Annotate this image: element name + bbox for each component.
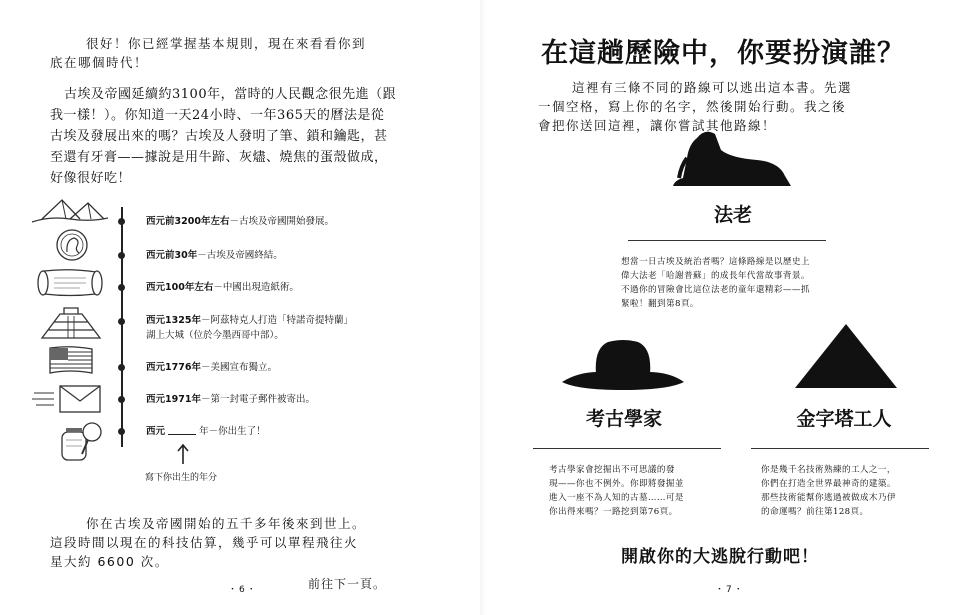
history-line-5: 好像很好吃！: [50, 171, 132, 186]
timeline-dot: [118, 218, 125, 225]
next-page-link[interactable]: 前往下一頁。: [308, 577, 387, 591]
timeline-text: －古埃及帝國開始發展。: [229, 216, 334, 227]
rattle-icon: [30, 418, 110, 464]
timeline-dot: [118, 284, 125, 291]
outro-line-3: 星大約 6600 次。: [50, 554, 169, 569]
history-line-2: 我一樣！）。你知道一天24小時、一年365天的曆法是從: [50, 108, 385, 123]
role-worker-desc: [761, 463, 951, 519]
timeline-entry: [146, 313, 353, 343]
timeline-text: －阿茲特克人打造「特諾奇提特蘭」: [200, 315, 353, 326]
desc-line: 考古學家會挖掘出不可思議的發: [549, 465, 675, 475]
sphinx-icon: [669, 128, 794, 190]
birth-year-blank[interactable]: [168, 424, 196, 435]
timeline-text: －第一封電子郵件被寄出。: [200, 394, 315, 405]
timeline-entry: [146, 280, 299, 295]
history-line-4: 至還有牙膏——據說是用牛蹄、灰燼、燒焦的蛋殼做成，: [50, 150, 388, 165]
timeline-entry: [146, 214, 334, 229]
role-archaeologist-name[interactable]: 考古學家: [585, 408, 662, 430]
timeline-year: 西元100年左右: [146, 282, 214, 293]
intro-paragraph: [50, 34, 450, 72]
right-intro-paragraph: [538, 78, 948, 135]
history-line-1: 古埃及帝國延續約3100年，當時的人民觀念很先進（跟: [64, 87, 397, 102]
coin-icon: [30, 228, 110, 262]
temple-icon: [30, 306, 110, 340]
desc-line: 進入一座不為人知的古墓……可是: [549, 493, 684, 503]
timeline-dot: [118, 428, 125, 435]
closing-heading: 開啟你的大逃脫行動吧！: [621, 547, 819, 567]
intro-line-1: 很好！你已經掌握基本規則，現在來看看你到: [86, 36, 367, 51]
scroll-icon: [30, 266, 110, 300]
timeline-dot: [118, 364, 125, 371]
name-blank-line: [751, 448, 929, 449]
right-intro-line-2: 一個空格，寫上你的名字，然後開始行動。我之後: [538, 99, 847, 114]
timeline-year: 西元前3200年左右: [146, 216, 230, 227]
timeline-entry: [146, 360, 277, 375]
timeline-entry: [146, 424, 266, 439]
pyramids-icon: [30, 192, 110, 226]
right-page: [483, 0, 966, 615]
outro-line-2: 這段時間以現在的科技估算，幾乎可以單程飛往火: [50, 535, 359, 550]
desc-line: 你是幾千名技術熟練的工人之一，: [761, 465, 896, 475]
role-worker-name[interactable]: 金字塔工人: [796, 408, 892, 430]
pyramid-icon: [791, 322, 901, 390]
desc-line: 想當一日古埃及統治者嗎？這條路線是以歷史上: [621, 257, 810, 267]
arrow-up-icon: [176, 443, 190, 465]
desc-line: 你出得來嗎？一路挖到第76頁。: [549, 507, 678, 517]
hat-icon: [558, 334, 688, 394]
outro-paragraph: [50, 514, 460, 571]
name-blank-line: [533, 448, 721, 449]
timeline-dot: [118, 252, 125, 259]
flag-icon: [30, 344, 110, 378]
timeline-dot: [118, 318, 125, 325]
timeline-entry: [146, 392, 315, 407]
role-pharaoh-name[interactable]: 法老: [713, 204, 752, 226]
role-archaeologist-desc: [549, 463, 739, 519]
desc-line: 不過你的冒險會比這位法老的童年還精彩——抓: [621, 285, 810, 295]
desc-line: 你們在打造全世界最神奇的建築。: [761, 479, 896, 489]
blank-note: 寫下你出生的年分: [145, 473, 218, 483]
page-number: ・6・: [228, 585, 258, 595]
envelope-icon: [30, 381, 110, 415]
right-intro-line-1: 這裡有三條不同的路線可以逃出這本書。先選: [572, 80, 853, 95]
timeline-text-continued: 湖上大城（位於今墨西哥中部）。: [146, 330, 284, 341]
outro-line-1: 你在古埃及帝國開始的五千多年後來到世上。: [86, 516, 367, 531]
timeline-text: －中國出現造紙術。: [213, 282, 299, 293]
timeline-text: －古埃及帝國終結。: [197, 250, 283, 261]
timeline-text: －美國宣布獨立。: [200, 362, 277, 373]
timeline-year: 西元1776年: [146, 362, 201, 373]
timeline-year: 西元前30年: [146, 250, 198, 261]
timeline-dot: [118, 396, 125, 403]
desc-line: 的命運嗎？前往第128頁。: [761, 507, 869, 517]
history-paragraph: [50, 84, 460, 189]
timeline-entry: [146, 248, 283, 263]
name-blank-line: [628, 240, 826, 241]
intro-line-2: 底在哪個時代！: [50, 55, 149, 70]
timeline-text: 年－你出生了！: [199, 426, 266, 437]
timeline-year: 西元1971年: [146, 394, 201, 405]
timeline-year: 西元: [146, 426, 166, 437]
history-line-3: 古埃及發展出來的嗎？古埃及人發明了筆、鎖和鑰匙，甚: [50, 129, 388, 144]
page-title: 在這趟歷險中，你要扮演誰？: [541, 38, 905, 69]
timeline-line: [121, 207, 123, 447]
timeline-year: 西元1325年: [146, 315, 201, 326]
desc-line: 那些技術能幫你逃過被做成木乃伊: [761, 493, 896, 503]
role-pharaoh-desc: [621, 255, 861, 311]
desc-line: 緊啦！翻到第8頁。: [621, 299, 699, 309]
desc-line: 偉大法老「哈謝普蘇」的成長年代當故事背景。: [621, 271, 810, 281]
desc-line: 現——你也不例外。你即將發掘並: [549, 479, 684, 489]
page-number: ・7・: [715, 585, 745, 595]
right-intro-line-3: 會把你送回這裡，讓你嘗試其他路線！: [538, 118, 777, 133]
